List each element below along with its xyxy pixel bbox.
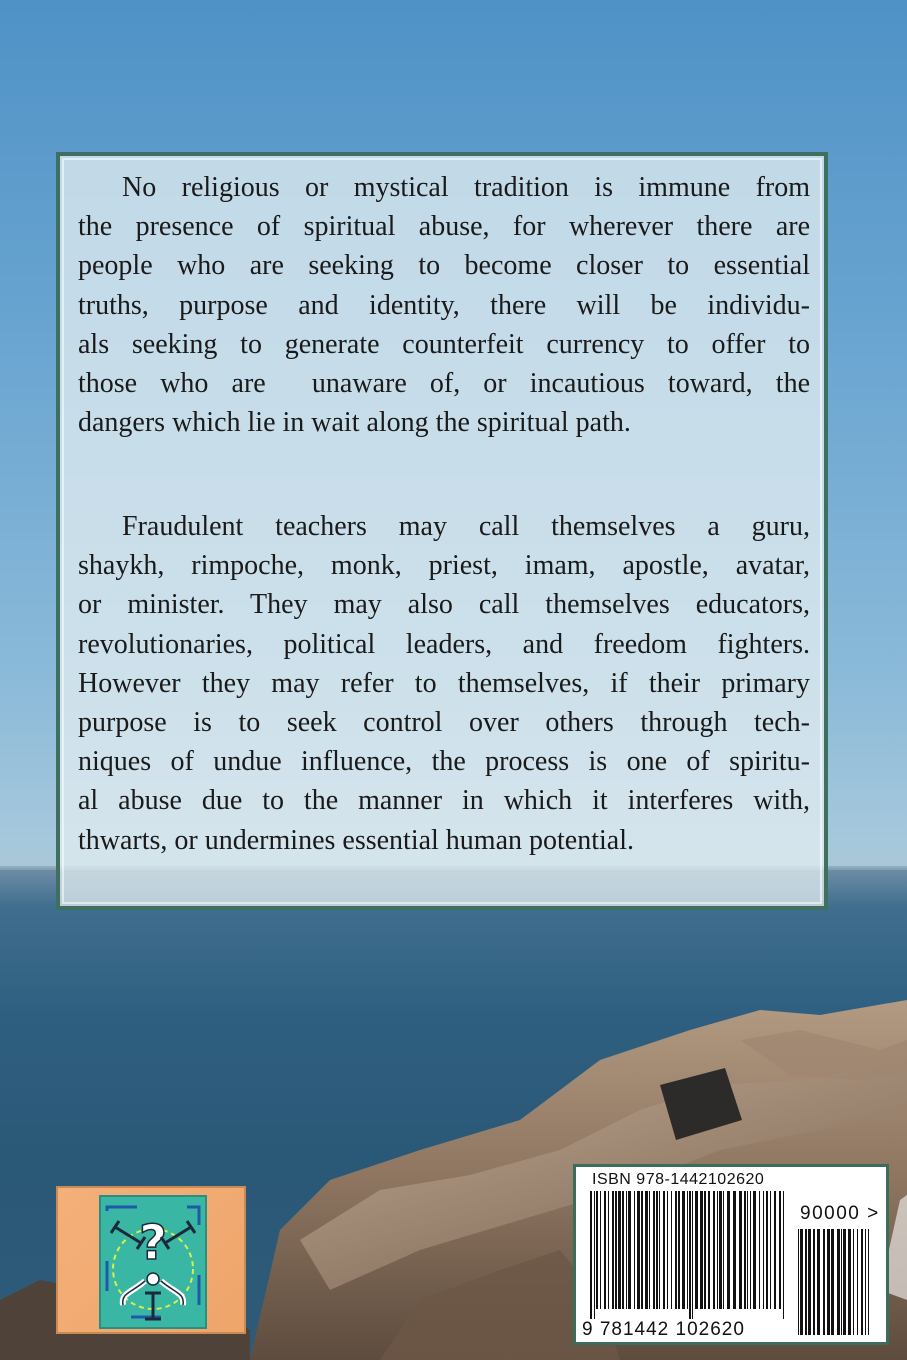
blurb-line: or minister. They may also call themselves educators,	[78, 589, 810, 621]
barcode-bar	[817, 1229, 820, 1335]
blurb-line: No religious or mystical tradition is immune from	[122, 172, 810, 203]
barcode-bar	[656, 1191, 658, 1309]
barcode-bar	[637, 1191, 640, 1309]
barcode-bar	[837, 1229, 840, 1335]
blurb-line: als seeking to generate counterfeit currency to offer to	[78, 328, 810, 360]
barcode-bar	[798, 1229, 799, 1335]
blurb-line: al abuse due to the manner in which it interferes with,	[78, 785, 810, 817]
barcode-bar	[604, 1191, 606, 1309]
blurb-line: niques of undue influence, the process is one of spiritu-	[78, 746, 810, 778]
barcode-bar	[626, 1191, 627, 1309]
barcode-bar	[843, 1229, 846, 1335]
isbn-label: ISBN 978-1442102620	[592, 1171, 765, 1188]
barcode-bar	[659, 1191, 660, 1309]
barcode-bar	[622, 1191, 624, 1309]
isbn-barcode	[573, 1164, 889, 1345]
barcode-bar	[645, 1191, 648, 1309]
barcode-bar	[600, 1191, 601, 1309]
barcode-bar	[704, 1191, 706, 1309]
barcode-bar	[618, 1191, 621, 1309]
barcode-bar	[779, 1191, 781, 1309]
barcode-bar	[590, 1191, 592, 1319]
barcode-bar	[723, 1191, 724, 1309]
svg-text:?: ?	[139, 1215, 167, 1271]
blurb-line: thwarts, or undermines essential human potential.	[78, 824, 634, 856]
barcode-bar	[861, 1229, 863, 1335]
blurb-line: people who are seeking to become closer to essential	[78, 250, 810, 282]
barcode-bar	[713, 1191, 715, 1309]
blurb-line: truths, purpose and identity, there will be individu-	[78, 289, 810, 321]
barcode-bar	[653, 1191, 655, 1309]
barcode-bar	[747, 1191, 748, 1309]
barcode-bar	[770, 1191, 771, 1309]
blurb-paragraph-1	[78, 168, 810, 442]
barcode-bar	[766, 1191, 768, 1309]
blurb-line: shaykh, rimpoche, monk, priest, imam, apostle, avatar,	[78, 550, 810, 582]
barcode-bar	[805, 1229, 807, 1335]
barcode-bar	[783, 1191, 784, 1319]
barcode-bar	[594, 1191, 595, 1319]
addon-barcode-bars	[798, 1229, 872, 1335]
publisher-logo-icon	[99, 1195, 207, 1329]
barcode-bar	[687, 1191, 688, 1309]
barcode-bar	[750, 1191, 751, 1309]
publisher-logo	[56, 1186, 246, 1334]
blurb-paragraph-2	[78, 507, 810, 860]
barcode-bar	[744, 1191, 746, 1309]
barcode-bar	[865, 1229, 866, 1335]
price-code: 90000 >	[800, 1203, 880, 1224]
blurb-line: However they may refer to themselves, if their primary	[78, 667, 810, 699]
barcode-bar	[612, 1191, 614, 1309]
barcode-bar	[596, 1191, 598, 1309]
barcode-bar	[682, 1191, 685, 1309]
barcode-bar	[628, 1191, 631, 1309]
barcode-bar	[813, 1229, 815, 1335]
barcode-bar	[678, 1191, 680, 1309]
barcode-bar	[717, 1191, 718, 1309]
blurb-panel	[56, 152, 828, 910]
barcode-bar	[868, 1229, 869, 1335]
barcode-bar	[663, 1191, 665, 1309]
barcode-bar	[727, 1191, 730, 1309]
blurb-line: purpose is to seek control over others through tech-	[78, 707, 810, 739]
barcode-bar	[695, 1191, 698, 1309]
barcode-bar	[853, 1229, 854, 1335]
barcode-bar	[608, 1191, 609, 1309]
barcode-bar	[708, 1191, 710, 1309]
blurb-line: those who are unaware of, or incautious toward, the	[78, 368, 810, 400]
barcode-bar	[848, 1229, 851, 1335]
barcode-bar	[689, 1191, 691, 1319]
barcode-bar	[759, 1191, 760, 1309]
blurb-line: the presence of spiritual abuse, for wherever there are	[78, 211, 810, 243]
barcode-bar	[763, 1191, 764, 1309]
barcode-bar	[827, 1229, 830, 1335]
barcode-bar	[800, 1229, 803, 1335]
barcode-bar	[692, 1191, 693, 1319]
barcode-bar	[831, 1229, 834, 1335]
blurb-line: dangers which lie in wait along the spiritual path.	[78, 407, 631, 439]
barcode-bar	[700, 1191, 703, 1309]
barcode-bar	[634, 1191, 635, 1309]
blurb-line: Fraudulent teachers may call themselves a guru,	[122, 511, 810, 542]
barcode-bar	[719, 1191, 722, 1309]
blurb-line: revolutionaries, political leaders, and freedom fighters.	[78, 628, 810, 660]
barcode-bar	[641, 1191, 643, 1309]
barcode-bars	[590, 1191, 790, 1319]
barcode-bar	[675, 1191, 677, 1309]
barcode-bar	[649, 1191, 650, 1309]
barcode-bar	[615, 1191, 617, 1309]
barcode-bar	[857, 1229, 858, 1335]
barcode-bar	[739, 1191, 742, 1309]
barcode-bar	[733, 1191, 736, 1309]
barcode-bar	[774, 1191, 776, 1309]
barcode-bar	[823, 1229, 825, 1335]
barcode-bar	[671, 1191, 672, 1309]
barcode-bar	[667, 1191, 668, 1309]
barcode-bar	[808, 1229, 811, 1335]
barcode-bar	[753, 1191, 756, 1309]
barcode-digits: 9 781442 102620	[582, 1319, 745, 1340]
barcode-bar	[841, 1229, 842, 1335]
